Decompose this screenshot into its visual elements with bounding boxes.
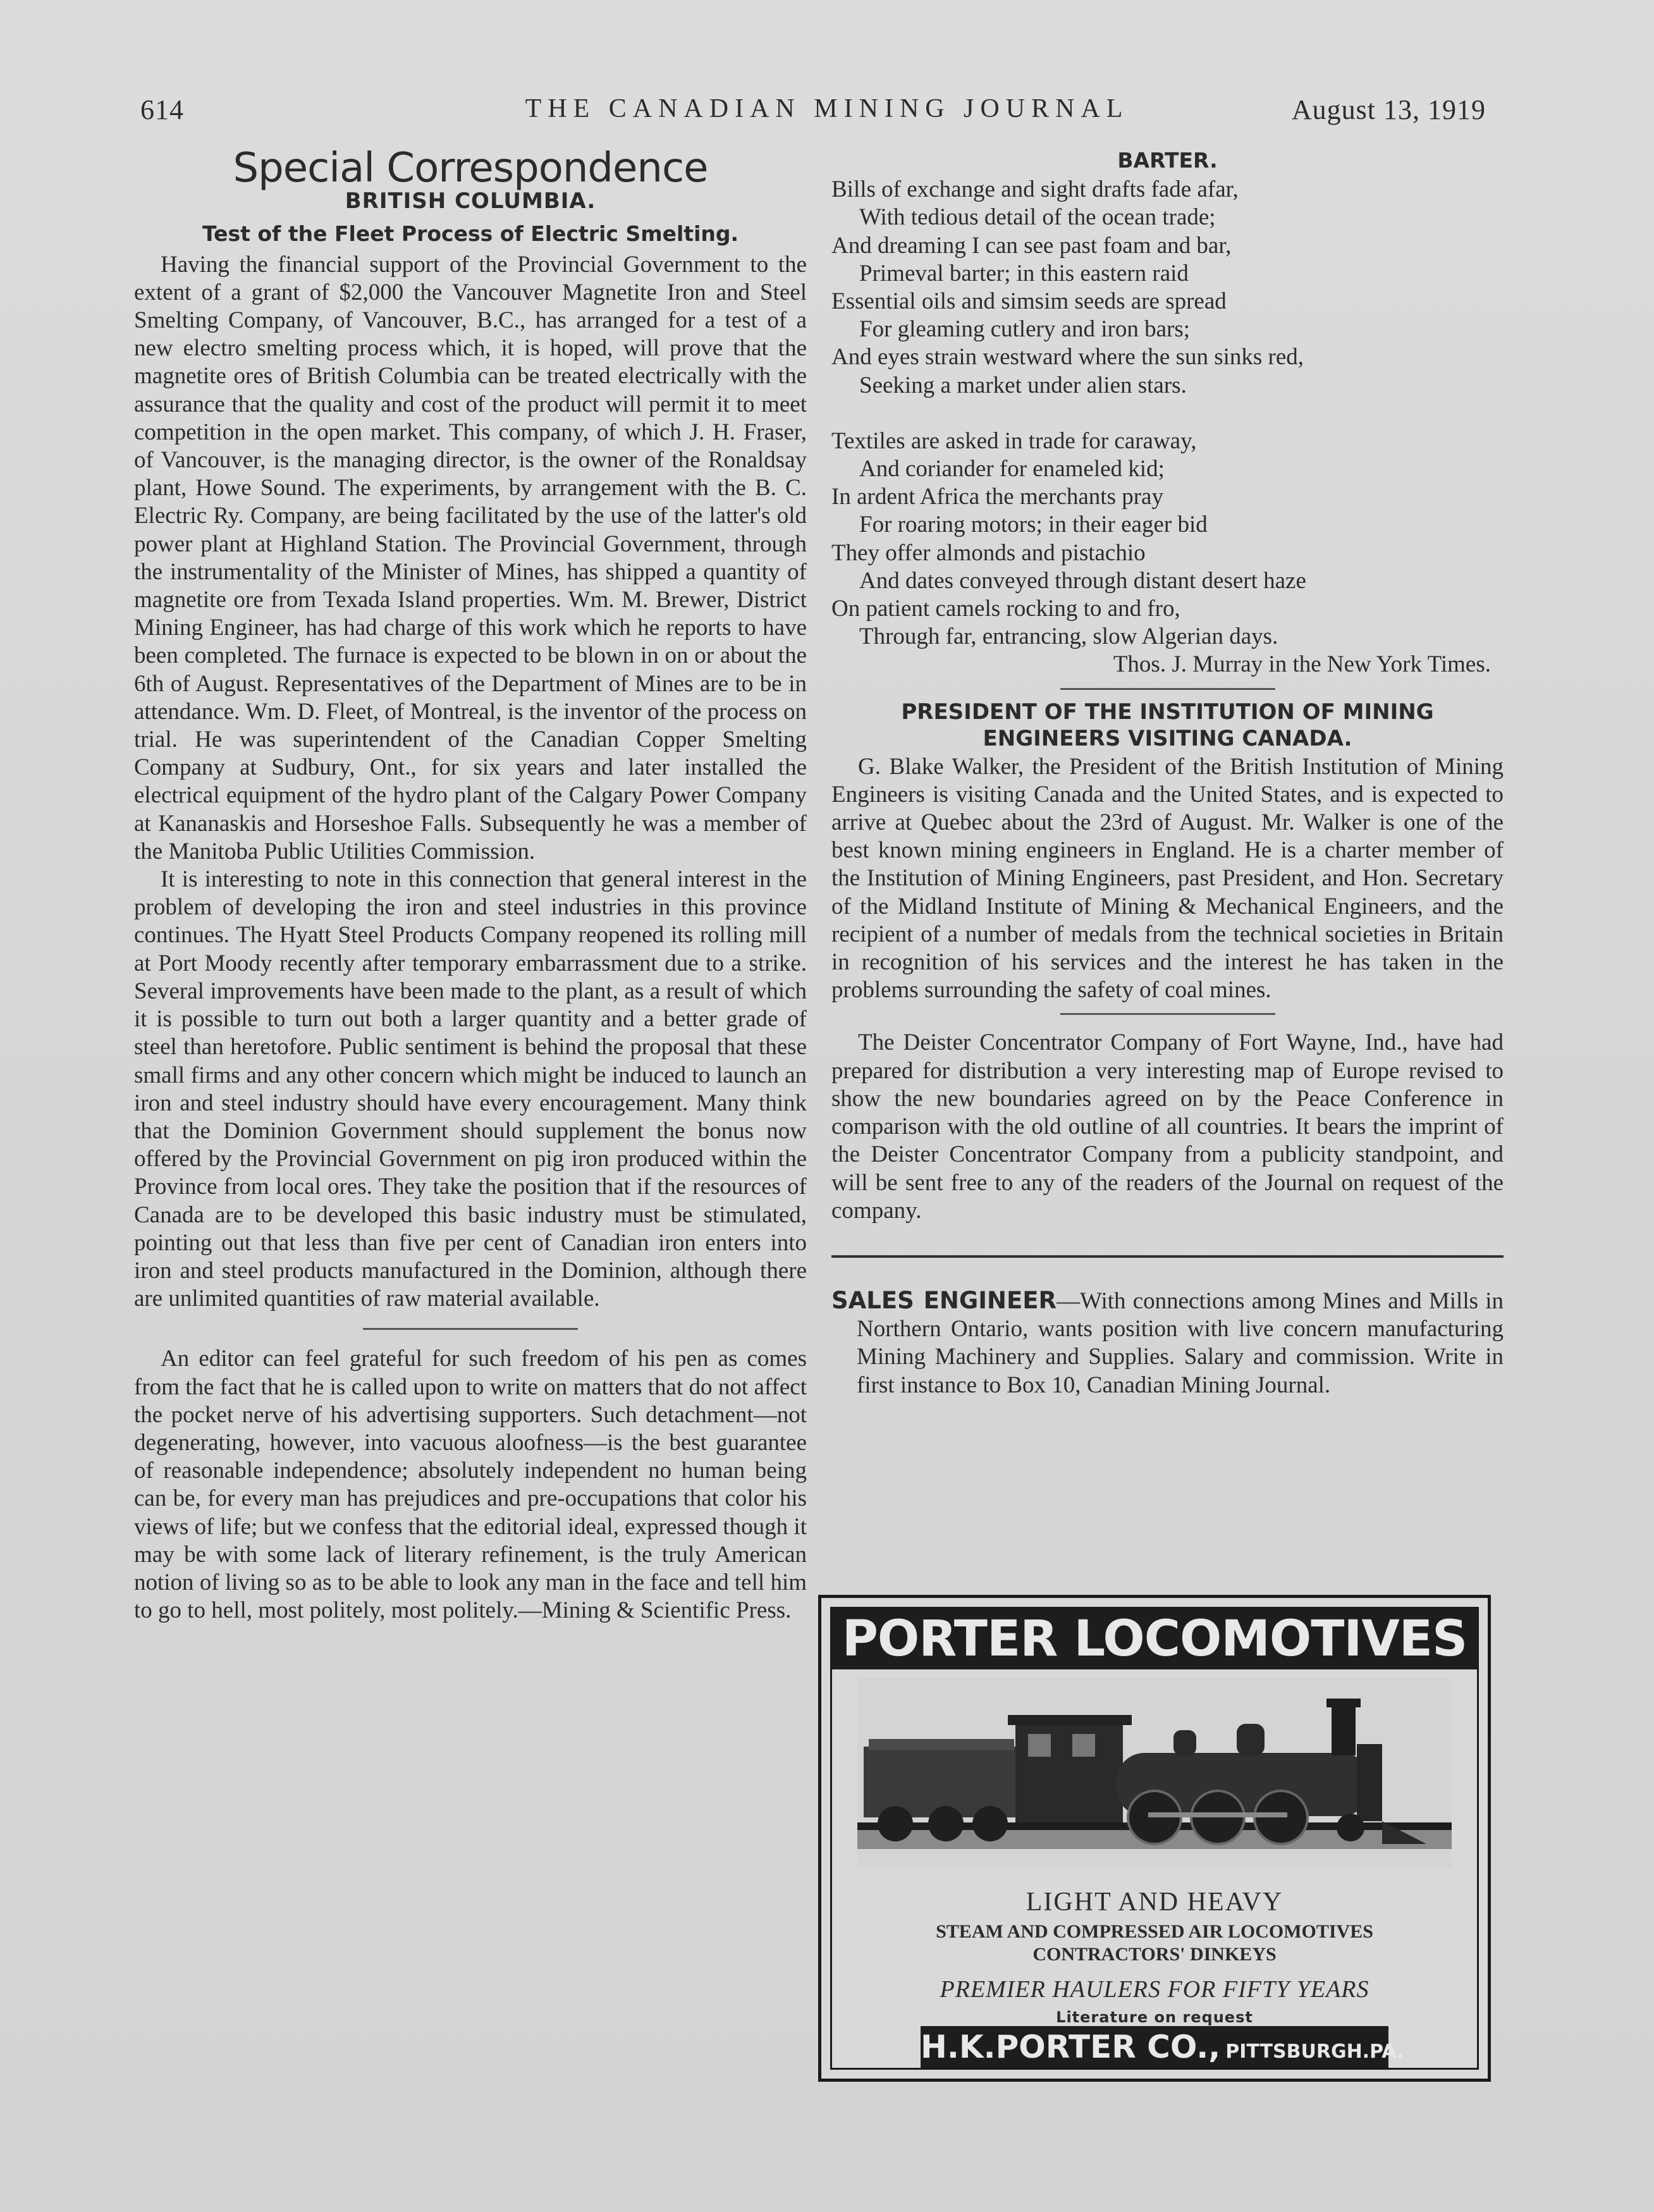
ad-frame [830, 1607, 1479, 2070]
poem-line: In ardent Africa the merchants pray [831, 484, 1163, 510]
porter-advertisement [818, 1595, 1491, 2082]
left-column [134, 147, 807, 1625]
poem-line: And coriander for enameled kid; [859, 456, 1165, 482]
sales-lead: SALES ENGINEER [831, 1286, 1057, 1314]
region-heading: BRITISH COLUMBIA. [345, 188, 596, 214]
poem-line: Essential oils and simsim seeds are spread [831, 288, 1227, 315]
poem-title: BARTER. [1117, 148, 1218, 173]
issue-date: August 13, 1919 [1291, 94, 1486, 125]
divider [1060, 1013, 1275, 1015]
president-heading [831, 699, 1504, 752]
poem-attribution: Thos. J. Murray in the New York Times. [1113, 651, 1491, 678]
divider [363, 1328, 578, 1330]
journal-title: THE CANADIAN MINING JOURNAL [525, 94, 1129, 123]
president-heading-line: ENGINEERS VISITING CANADA. [983, 725, 1352, 751]
poem-line: And eyes strain westward where the sun sinks red, [831, 344, 1304, 371]
section-title: Special Correspondence [233, 145, 708, 192]
poem-line: On patient camels rocking to and fro, [831, 596, 1180, 622]
editor-paragraph: An editor can feel grateful for such freedom of his pen as comes from the fact that he is called upon to write on matters that do not affect the pocket nerve of his advertising supporters. Such detachment—not degenerating, however, into vacuous aloofness—is the best guarantee of reasonable independence; absolutely independent no human being can be, for every man has prejudices and pre-occupations that color his views of life; but we confess that the editorial ideal, expressed though it may be with some lack of literary refinement, is the truly American notion of living so as to be able to look any man in the face and tell him to go to hell, most politely, most politely.—Mining & Scientific Press. [134, 1346, 807, 1624]
page-number: 614 [140, 94, 184, 125]
poem-stanza [831, 427, 1504, 651]
article-paragraph: Having the financial support of the Provincial Government to the extent of a grant of $2,000 the Vancouver Magnetite Iron and Steel Smelting Company, of Vancouver, B.C., has arranged for a test of a new electro smelting process which, it is hoped, will prove that the magnetite ores of British Columbia can be treated electrically with the assurance that the quality and cost of the product will permit it to meet competition in the open market. This company, of which J. H. Fraser, of Vancouver, is the managing director, is the owner of the Ronaldsay plant, Howe Sound. The experiments, by arrangement with the B. C. Electric Ry. Company, are being facilitated by the use of the latter's old power plant at Highland Station. The Provincial Government, through the instrumentality of the Minister of Mines, has shipped a quantity of magnetite ore from Texada Island properties. Wm. M. Brewer, District Mining Engineer, has had charge of this work which he reports to have been completed. The furnace is expected to be blown in on or about the 6th of August. Representatives of the Department of Mines are to be in attendance. Wm. D. Fleet, of Montreal, is the inventor of the process on trial. He was superintendent of the Canadian Copper Smelting Company at Sudbury, Ont., for six years and later installed the electrical equipment of the hydro plant of the Calgary Power Company at Kananaskis and Horseshoe Falls. Subsequently he was a member of the Manitoba Public Utilities Commission. [134, 251, 807, 864]
poem-line: And dates conveyed through distant desert haze [859, 567, 1306, 594]
poem-line: Seeking a market under alien stars. [859, 372, 1187, 398]
poem-line: For gleaming cutlery and iron bars; [859, 316, 1191, 343]
stanza-gap [831, 400, 1504, 427]
ad-city: PITTSBURGH.PA. [1225, 2041, 1404, 2063]
ad-title: PORTER LOCOMOTIVES [832, 1609, 1477, 1669]
article-heading: Test of the Fleet Process of Electric Smelting. [202, 221, 739, 247]
sales-engineer-notice [831, 1287, 1504, 1399]
sales-body: —With connections among Mines and Mills in Northern Ontario, wants position with live concern manufacturing Mining Machinery and Supplies. Salary and commission. Write in first instance to Box 10, Canadian Mining Journal. [857, 1287, 1504, 1398]
poem-line: They offer almonds and pistachio [831, 539, 1146, 566]
poem-line: And dreaming I can see past foam and bar, [831, 232, 1232, 259]
right-column [831, 147, 1504, 1399]
ad-line: STEAM AND COMPRESSED AIR LOCOMOTIVES [936, 1921, 1373, 1942]
poem-line: Through far, entrancing, slow Algerian days. [859, 624, 1278, 650]
ad-company: H.K.PORTER CO., [921, 2029, 1221, 2065]
poem-stanza [831, 176, 1504, 400]
ad-headline: LIGHT AND HEAVY [1026, 1888, 1283, 1917]
ad-slogan: PREMIER HAULERS FOR FIFTY YEARS [940, 1976, 1369, 2003]
divider-heavy [831, 1255, 1504, 1258]
poem-line: Primeval barter; in this eastern raid [859, 260, 1189, 286]
article-paragraph: It is interesting to note in this connection that general interest in the problem of developing the iron and steel industries in this province continues. The Hyatt Steel Products Company reopened its rolling mill at Port Moody recently after temporary embarrassment due to a strike. Several improvements have been made to the plant, as a result of which it is possible to turn out both a larger quantity and a better grade of steel than heretofore. Public sentiment is behind the proposal that these small firms and any other concern which might be induced to launch an iron and steel industry should have every encouragement. Many think that the Dominion Government should supplement the bonus now offered by the Provincial Government on pig iron produced within the Province from local ores. They take the position that if the resources of Canada are to be developed this basic industry must be stimulated, pointing out that less than five per cent of Canadian iron enters into iron and steel products manufactured in the Dominion, although there are unlimited quantities of raw material available. [134, 866, 807, 1312]
locomotive-illustration [857, 1678, 1452, 1868]
ad-literature-note: Literature on request [1056, 2008, 1253, 2026]
poem-line: Textiles are asked in trade for caraway, [831, 427, 1197, 454]
ad-line: CONTRACTORS' DINKEYS [1032, 1944, 1277, 1965]
ad-company-banner [921, 2026, 1404, 2068]
president-paragraph: G. Blake Walker, the President of the British Institution of Mining Engineers is visiting Canada and the United States, and is expected to arrive at Quebec about the 23rd of August. Mr. Walker is one of the best known mining engineers in England. He is a charter member of the Institution of Mining Engineers, past President, and Hon. Secretary of the Midland Institute of Mining & Mechanical Engineers, and the recipient of a number of medals from the technical societies in Britain in recognition of his services and the interest he has taken in the problems surrounding the safety of coal mines. [831, 753, 1504, 1004]
poem-line: Bills of exchange and sight drafts fade afar, [831, 176, 1239, 203]
poem-line: With tedious detail of the ocean trade; [859, 204, 1216, 231]
deister-paragraph: The Deister Concentrator Company of Fort Wayne, Ind., have had prepared for distribution a very interesting map of Europe revised to show the new boundaries agreed on by the Peace Conference in comparison with the old outline of all countries. It bears the imprint of the Deister Concentrator Company from a publicity standpoint, and will be sent free to any of the readers of the Journal on request of the company. [831, 1029, 1504, 1224]
poem-line: For roaring motors; in their eager bid [859, 512, 1208, 538]
divider [1060, 688, 1275, 690]
president-heading-line: PRESIDENT OF THE INSTITUTION OF MINING [901, 699, 1434, 725]
